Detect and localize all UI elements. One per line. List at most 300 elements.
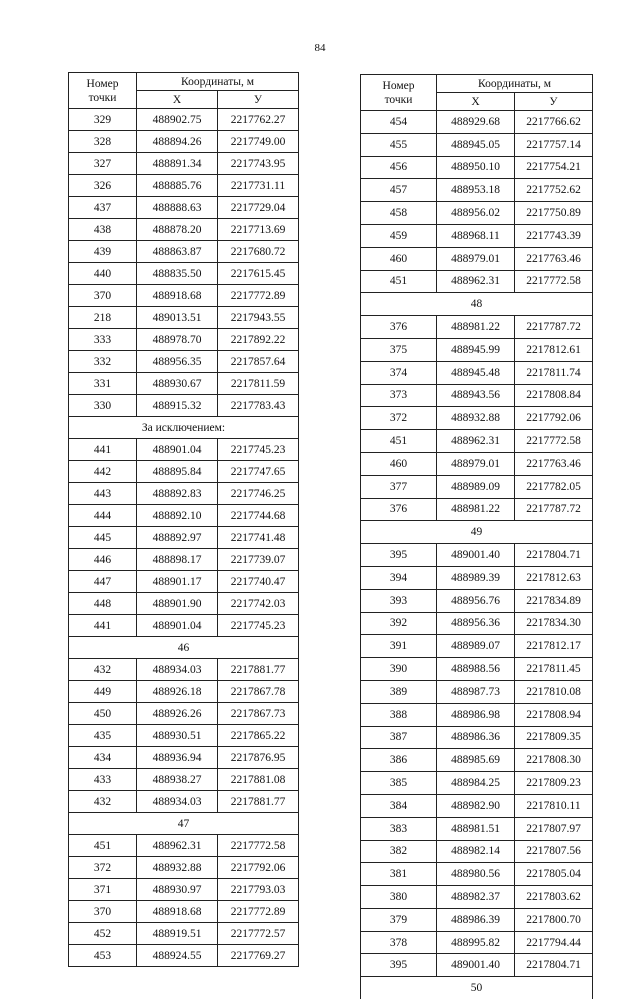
y-coordinate-cell: 2217811.45 bbox=[515, 658, 593, 681]
point-number-cell: 328 bbox=[69, 131, 137, 153]
table-row bbox=[361, 316, 593, 339]
point-number-cell: 394 bbox=[361, 566, 437, 589]
table-row bbox=[69, 791, 299, 813]
point-number-cell: 382 bbox=[361, 840, 437, 863]
y-coordinate-cell: 2217772.57 bbox=[218, 923, 299, 945]
x-coordinate-cell: 488929.68 bbox=[437, 111, 515, 134]
point-number-cell: 372 bbox=[361, 407, 437, 430]
x-coordinate-cell: 488989.39 bbox=[437, 566, 515, 589]
x-coordinate-cell: 488888.63 bbox=[137, 197, 218, 219]
table-row bbox=[69, 835, 299, 857]
point-number-cell: 451 bbox=[361, 270, 437, 293]
x-coordinate-cell: 488981.22 bbox=[437, 498, 515, 521]
y-coordinate-cell: 2217772.89 bbox=[218, 285, 299, 307]
y-coordinate-cell: 2217892.22 bbox=[218, 329, 299, 351]
y-coordinate-cell: 2217744.68 bbox=[218, 505, 299, 527]
x-header: X bbox=[137, 91, 218, 109]
x-coordinate-cell: 488901.90 bbox=[137, 593, 218, 615]
table-row bbox=[69, 175, 299, 197]
x-coordinate-cell: 488956.35 bbox=[137, 351, 218, 373]
right-table-body bbox=[361, 111, 593, 999]
x-coordinate-cell: 488938.27 bbox=[137, 769, 218, 791]
table-row bbox=[361, 566, 593, 589]
point-number-cell: 377 bbox=[361, 475, 437, 498]
point-number-cell: 459 bbox=[361, 224, 437, 247]
table-row bbox=[361, 749, 593, 772]
y-coordinate-cell: 2217867.78 bbox=[218, 681, 299, 703]
point-number-header-line2: точки bbox=[69, 91, 136, 105]
point-number-cell: 454 bbox=[361, 111, 437, 134]
point-number-cell: 456 bbox=[361, 156, 437, 179]
point-number-cell: 457 bbox=[361, 179, 437, 202]
table-row bbox=[361, 726, 593, 749]
y-coordinate-cell: 2217812.61 bbox=[515, 338, 593, 361]
point-number-cell: 372 bbox=[69, 857, 137, 879]
point-number-cell: 373 bbox=[361, 384, 437, 407]
x-coordinate-cell: 488962.31 bbox=[437, 270, 515, 293]
x-coordinate-cell: 488984.25 bbox=[437, 772, 515, 795]
y-coordinate-cell: 2217805.04 bbox=[515, 863, 593, 886]
y-coordinate-cell: 2217787.72 bbox=[515, 498, 593, 521]
table-row bbox=[361, 179, 593, 202]
coordinates-table-left bbox=[68, 72, 299, 967]
y-coordinate-cell: 2217766.62 bbox=[515, 111, 593, 134]
page-number: 84 bbox=[0, 42, 640, 54]
y-coordinate-cell: 2217943.55 bbox=[218, 307, 299, 329]
point-number-cell: 460 bbox=[361, 247, 437, 270]
y-coordinate-cell: 2217731.11 bbox=[218, 175, 299, 197]
y-coordinate-cell: 2217810.08 bbox=[515, 680, 593, 703]
table-row bbox=[69, 769, 299, 791]
table-row bbox=[69, 241, 299, 263]
coordinates-header: Координаты, м bbox=[137, 73, 299, 91]
point-number-cell: 447 bbox=[69, 571, 137, 593]
table-row bbox=[69, 395, 299, 417]
table-row bbox=[69, 923, 299, 945]
x-coordinate-cell: 488930.67 bbox=[137, 373, 218, 395]
x-coordinate-cell: 488956.76 bbox=[437, 589, 515, 612]
point-number-cell: 441 bbox=[69, 439, 137, 461]
x-header: X bbox=[437, 93, 515, 111]
y-coordinate-cell: 2217772.58 bbox=[218, 835, 299, 857]
table-row bbox=[361, 817, 593, 840]
point-number-cell: 458 bbox=[361, 202, 437, 225]
y-coordinate-cell: 2217809.35 bbox=[515, 726, 593, 749]
point-number-cell: 393 bbox=[361, 589, 437, 612]
point-number-cell: 444 bbox=[69, 505, 137, 527]
x-coordinate-cell: 488892.10 bbox=[137, 505, 218, 527]
table-row bbox=[69, 351, 299, 373]
table-row bbox=[69, 571, 299, 593]
x-coordinate-cell: 488936.94 bbox=[137, 747, 218, 769]
table-row bbox=[69, 483, 299, 505]
table-row bbox=[361, 544, 593, 567]
y-coordinate-cell: 2217772.58 bbox=[515, 430, 593, 453]
coordinates-table-right bbox=[360, 74, 593, 999]
table-row bbox=[69, 197, 299, 219]
x-coordinate-cell: 488986.36 bbox=[437, 726, 515, 749]
y-coordinate-cell: 2217803.62 bbox=[515, 886, 593, 909]
table-row bbox=[69, 527, 299, 549]
point-number-header-line1: Номер bbox=[361, 79, 436, 93]
point-number-cell: 452 bbox=[69, 923, 137, 945]
section-label: 48 bbox=[361, 293, 593, 316]
table-row bbox=[361, 589, 593, 612]
x-coordinate-cell: 488945.48 bbox=[437, 361, 515, 384]
table-row bbox=[361, 840, 593, 863]
point-number-cell: 443 bbox=[69, 483, 137, 505]
table-row bbox=[361, 794, 593, 817]
y-coordinate-cell: 2217787.72 bbox=[515, 316, 593, 339]
point-number-cell: 371 bbox=[69, 879, 137, 901]
left-table-body bbox=[69, 109, 299, 967]
point-number-header bbox=[69, 73, 137, 109]
y-coordinate-cell: 2217804.71 bbox=[515, 954, 593, 977]
x-coordinate-cell: 489001.40 bbox=[437, 954, 515, 977]
section-row bbox=[361, 293, 593, 316]
x-coordinate-cell: 488934.03 bbox=[137, 791, 218, 813]
y-coordinate-cell: 2217857.64 bbox=[218, 351, 299, 373]
y-coordinate-cell: 2217772.58 bbox=[515, 270, 593, 293]
point-number-cell: 381 bbox=[361, 863, 437, 886]
x-coordinate-cell: 488934.03 bbox=[137, 659, 218, 681]
table-row bbox=[69, 725, 299, 747]
y-coordinate-cell: 2217811.74 bbox=[515, 361, 593, 384]
y-coordinate-cell: 2217754.21 bbox=[515, 156, 593, 179]
x-coordinate-cell: 488943.56 bbox=[437, 384, 515, 407]
point-number-cell: 378 bbox=[361, 931, 437, 954]
y-coordinate-cell: 2217713.69 bbox=[218, 219, 299, 241]
table-row bbox=[69, 659, 299, 681]
point-number-cell: 432 bbox=[69, 659, 137, 681]
x-coordinate-cell: 488918.68 bbox=[137, 901, 218, 923]
point-number-cell: 439 bbox=[69, 241, 137, 263]
point-number-cell: 385 bbox=[361, 772, 437, 795]
point-number-cell: 434 bbox=[69, 747, 137, 769]
y-coordinate-cell: 2217794.44 bbox=[515, 931, 593, 954]
table-row bbox=[361, 452, 593, 475]
y-coordinate-cell: 2217811.59 bbox=[218, 373, 299, 395]
section-label: 47 bbox=[69, 813, 299, 835]
y-coordinate-cell: 2217792.06 bbox=[218, 857, 299, 879]
x-coordinate-cell: 488863.87 bbox=[137, 241, 218, 263]
section-label: 50 bbox=[361, 977, 593, 999]
y-coordinate-cell: 2217763.46 bbox=[515, 247, 593, 270]
y-coordinate-cell: 2217793.03 bbox=[218, 879, 299, 901]
x-coordinate-cell: 488918.68 bbox=[137, 285, 218, 307]
point-number-cell: 391 bbox=[361, 635, 437, 658]
point-number-cell: 374 bbox=[361, 361, 437, 384]
coordinates-header: Координаты, м bbox=[437, 75, 593, 93]
x-coordinate-cell: 488892.97 bbox=[137, 527, 218, 549]
x-coordinate-cell: 488926.18 bbox=[137, 681, 218, 703]
point-number-cell: 433 bbox=[69, 769, 137, 791]
y-coordinate-cell: 2217769.27 bbox=[218, 945, 299, 967]
section-label: За исключением: bbox=[69, 417, 299, 439]
x-coordinate-cell: 488835.50 bbox=[137, 263, 218, 285]
x-coordinate-cell: 488982.37 bbox=[437, 886, 515, 909]
point-number-cell: 440 bbox=[69, 263, 137, 285]
x-coordinate-cell: 488978.70 bbox=[137, 329, 218, 351]
table-row bbox=[361, 954, 593, 977]
y-coordinate-cell: 2217739.07 bbox=[218, 549, 299, 571]
y-coordinate-cell: 2217749.00 bbox=[218, 131, 299, 153]
point-number-cell: 437 bbox=[69, 197, 137, 219]
table-row bbox=[361, 407, 593, 430]
y-coordinate-cell: 2217810.11 bbox=[515, 794, 593, 817]
y-coordinate-cell: 2217750.89 bbox=[515, 202, 593, 225]
x-coordinate-cell: 488895.84 bbox=[137, 461, 218, 483]
x-coordinate-cell: 488989.09 bbox=[437, 475, 515, 498]
table-row bbox=[361, 111, 593, 134]
point-number-cell: 333 bbox=[69, 329, 137, 351]
y-header: У bbox=[218, 91, 299, 109]
x-coordinate-cell: 488981.51 bbox=[437, 817, 515, 840]
section-label: 49 bbox=[361, 521, 593, 544]
y-coordinate-cell: 2217743.95 bbox=[218, 153, 299, 175]
x-coordinate-cell: 488989.07 bbox=[437, 635, 515, 658]
x-coordinate-cell: 488891.34 bbox=[137, 153, 218, 175]
table-row bbox=[69, 109, 299, 131]
table-row bbox=[69, 131, 299, 153]
point-number-cell: 448 bbox=[69, 593, 137, 615]
x-coordinate-cell: 488962.31 bbox=[137, 835, 218, 857]
x-coordinate-cell: 488915.32 bbox=[137, 395, 218, 417]
point-number-cell: 442 bbox=[69, 461, 137, 483]
point-number-cell: 376 bbox=[361, 498, 437, 521]
table-row bbox=[361, 361, 593, 384]
y-coordinate-cell: 2217752.62 bbox=[515, 179, 593, 202]
table-row bbox=[361, 475, 593, 498]
point-number-cell: 392 bbox=[361, 612, 437, 635]
table-row bbox=[361, 498, 593, 521]
y-coordinate-cell: 2217881.77 bbox=[218, 791, 299, 813]
x-coordinate-cell: 488981.22 bbox=[437, 316, 515, 339]
y-coordinate-cell: 2217615.45 bbox=[218, 263, 299, 285]
table-row bbox=[361, 384, 593, 407]
table-row bbox=[69, 857, 299, 879]
y-header: У bbox=[515, 93, 593, 111]
table-row bbox=[69, 329, 299, 351]
x-coordinate-cell: 488995.82 bbox=[437, 931, 515, 954]
table-row bbox=[69, 505, 299, 527]
y-coordinate-cell: 2217747.65 bbox=[218, 461, 299, 483]
y-coordinate-cell: 2217808.30 bbox=[515, 749, 593, 772]
point-number-cell: 395 bbox=[361, 954, 437, 977]
table-row bbox=[361, 338, 593, 361]
y-coordinate-cell: 2217876.95 bbox=[218, 747, 299, 769]
table-row bbox=[361, 247, 593, 270]
x-coordinate-cell: 488885.76 bbox=[137, 175, 218, 197]
y-coordinate-cell: 2217808.94 bbox=[515, 703, 593, 726]
point-number-cell: 380 bbox=[361, 886, 437, 909]
point-number-cell: 387 bbox=[361, 726, 437, 749]
x-coordinate-cell: 488962.31 bbox=[437, 430, 515, 453]
point-number-cell: 329 bbox=[69, 109, 137, 131]
table-row bbox=[361, 612, 593, 635]
x-coordinate-cell: 488930.51 bbox=[137, 725, 218, 747]
y-coordinate-cell: 2217881.77 bbox=[218, 659, 299, 681]
y-coordinate-cell: 2217763.46 bbox=[515, 452, 593, 475]
point-number-cell: 370 bbox=[69, 285, 137, 307]
table-row bbox=[69, 879, 299, 901]
table-row bbox=[361, 658, 593, 681]
x-coordinate-cell: 488901.04 bbox=[137, 615, 218, 637]
y-coordinate-cell: 2217807.97 bbox=[515, 817, 593, 840]
y-coordinate-cell: 2217745.23 bbox=[218, 439, 299, 461]
table-row bbox=[69, 373, 299, 395]
y-coordinate-cell: 2217746.25 bbox=[218, 483, 299, 505]
y-coordinate-cell: 2217881.08 bbox=[218, 769, 299, 791]
x-coordinate-cell: 488902.75 bbox=[137, 109, 218, 131]
table-row bbox=[361, 931, 593, 954]
point-number-cell: 395 bbox=[361, 544, 437, 567]
x-coordinate-cell: 488924.55 bbox=[137, 945, 218, 967]
y-coordinate-cell: 2217772.89 bbox=[218, 901, 299, 923]
point-number-cell: 453 bbox=[69, 945, 137, 967]
point-number-cell: 375 bbox=[361, 338, 437, 361]
x-coordinate-cell: 488930.97 bbox=[137, 879, 218, 901]
y-coordinate-cell: 2217867.73 bbox=[218, 703, 299, 725]
point-number-cell: 218 bbox=[69, 307, 137, 329]
point-number-cell: 326 bbox=[69, 175, 137, 197]
y-coordinate-cell: 2217834.89 bbox=[515, 589, 593, 612]
point-number-cell: 441 bbox=[69, 615, 137, 637]
y-coordinate-cell: 2217804.71 bbox=[515, 544, 593, 567]
x-coordinate-cell: 488985.69 bbox=[437, 749, 515, 772]
table-row bbox=[69, 285, 299, 307]
y-coordinate-cell: 2217783.43 bbox=[218, 395, 299, 417]
x-coordinate-cell: 488892.83 bbox=[137, 483, 218, 505]
table-row bbox=[361, 680, 593, 703]
y-coordinate-cell: 2217742.03 bbox=[218, 593, 299, 615]
x-coordinate-cell: 488979.01 bbox=[437, 452, 515, 475]
x-coordinate-cell: 488926.26 bbox=[137, 703, 218, 725]
y-coordinate-cell: 2217809.23 bbox=[515, 772, 593, 795]
point-number-cell: 451 bbox=[69, 835, 137, 857]
x-coordinate-cell: 488945.05 bbox=[437, 133, 515, 156]
point-number-header-line1: Номер bbox=[69, 77, 136, 91]
point-number-header-line2: точки bbox=[361, 93, 436, 107]
x-coordinate-cell: 488979.01 bbox=[437, 247, 515, 270]
point-number-cell: 446 bbox=[69, 549, 137, 571]
x-coordinate-cell: 488986.98 bbox=[437, 703, 515, 726]
point-number-cell: 445 bbox=[69, 527, 137, 549]
point-number-cell: 376 bbox=[361, 316, 437, 339]
x-coordinate-cell: 488932.88 bbox=[137, 857, 218, 879]
point-number-cell: 438 bbox=[69, 219, 137, 241]
y-coordinate-cell: 2217812.63 bbox=[515, 566, 593, 589]
table-row bbox=[69, 219, 299, 241]
table-row bbox=[69, 747, 299, 769]
y-coordinate-cell: 2217741.48 bbox=[218, 527, 299, 549]
y-coordinate-cell: 2217757.14 bbox=[515, 133, 593, 156]
x-coordinate-cell: 488980.56 bbox=[437, 863, 515, 886]
table-row bbox=[69, 703, 299, 725]
x-coordinate-cell: 488956.02 bbox=[437, 202, 515, 225]
point-number-cell: 432 bbox=[69, 791, 137, 813]
y-coordinate-cell: 2217729.04 bbox=[218, 197, 299, 219]
x-coordinate-cell: 488986.39 bbox=[437, 908, 515, 931]
x-coordinate-cell: 488982.90 bbox=[437, 794, 515, 817]
point-number-cell: 450 bbox=[69, 703, 137, 725]
table-row bbox=[361, 224, 593, 247]
point-number-header bbox=[361, 75, 437, 111]
y-coordinate-cell: 2217808.84 bbox=[515, 384, 593, 407]
table-row bbox=[69, 593, 299, 615]
table-row bbox=[361, 133, 593, 156]
table-row bbox=[361, 772, 593, 795]
point-number-cell: 327 bbox=[69, 153, 137, 175]
y-coordinate-cell: 2217762.27 bbox=[218, 109, 299, 131]
point-number-cell: 332 bbox=[69, 351, 137, 373]
point-number-cell: 370 bbox=[69, 901, 137, 923]
x-coordinate-cell: 488901.04 bbox=[137, 439, 218, 461]
table-row bbox=[361, 635, 593, 658]
section-row bbox=[361, 977, 593, 999]
section-row bbox=[69, 637, 299, 659]
y-coordinate-cell: 2217743.39 bbox=[515, 224, 593, 247]
point-number-cell: 460 bbox=[361, 452, 437, 475]
x-coordinate-cell: 488878.20 bbox=[137, 219, 218, 241]
point-number-cell: 449 bbox=[69, 681, 137, 703]
table-row bbox=[69, 681, 299, 703]
y-coordinate-cell: 2217745.23 bbox=[218, 615, 299, 637]
section-row bbox=[69, 417, 299, 439]
point-number-cell: 331 bbox=[69, 373, 137, 395]
table-row bbox=[69, 549, 299, 571]
y-coordinate-cell: 2217834.30 bbox=[515, 612, 593, 635]
y-coordinate-cell: 2217800.70 bbox=[515, 908, 593, 931]
y-coordinate-cell: 2217740.47 bbox=[218, 571, 299, 593]
x-coordinate-cell: 488919.51 bbox=[137, 923, 218, 945]
table-row bbox=[69, 439, 299, 461]
table-row bbox=[361, 703, 593, 726]
point-number-cell: 384 bbox=[361, 794, 437, 817]
y-coordinate-cell: 2217680.72 bbox=[218, 241, 299, 263]
section-row bbox=[69, 813, 299, 835]
y-coordinate-cell: 2217807.56 bbox=[515, 840, 593, 863]
x-coordinate-cell: 488953.18 bbox=[437, 179, 515, 202]
table-row bbox=[69, 153, 299, 175]
x-coordinate-cell: 488950.10 bbox=[437, 156, 515, 179]
x-coordinate-cell: 488982.14 bbox=[437, 840, 515, 863]
table-row bbox=[69, 615, 299, 637]
point-number-cell: 383 bbox=[361, 817, 437, 840]
point-number-cell: 455 bbox=[361, 133, 437, 156]
table-row bbox=[361, 156, 593, 179]
section-label: 46 bbox=[69, 637, 299, 659]
table-row bbox=[69, 945, 299, 967]
y-coordinate-cell: 2217812.17 bbox=[515, 635, 593, 658]
x-coordinate-cell: 488898.17 bbox=[137, 549, 218, 571]
point-number-cell: 379 bbox=[361, 908, 437, 931]
table-row bbox=[361, 270, 593, 293]
x-coordinate-cell: 488956.36 bbox=[437, 612, 515, 635]
table-row bbox=[69, 263, 299, 285]
x-coordinate-cell: 488988.56 bbox=[437, 658, 515, 681]
x-coordinate-cell: 488894.26 bbox=[137, 131, 218, 153]
point-number-cell: 386 bbox=[361, 749, 437, 772]
table-row bbox=[361, 908, 593, 931]
y-coordinate-cell: 2217782.05 bbox=[515, 475, 593, 498]
x-coordinate-cell: 488968.11 bbox=[437, 224, 515, 247]
table-row bbox=[69, 307, 299, 329]
x-coordinate-cell: 488932.88 bbox=[437, 407, 515, 430]
x-coordinate-cell: 488945.99 bbox=[437, 338, 515, 361]
section-row bbox=[361, 521, 593, 544]
x-coordinate-cell: 489013.51 bbox=[137, 307, 218, 329]
